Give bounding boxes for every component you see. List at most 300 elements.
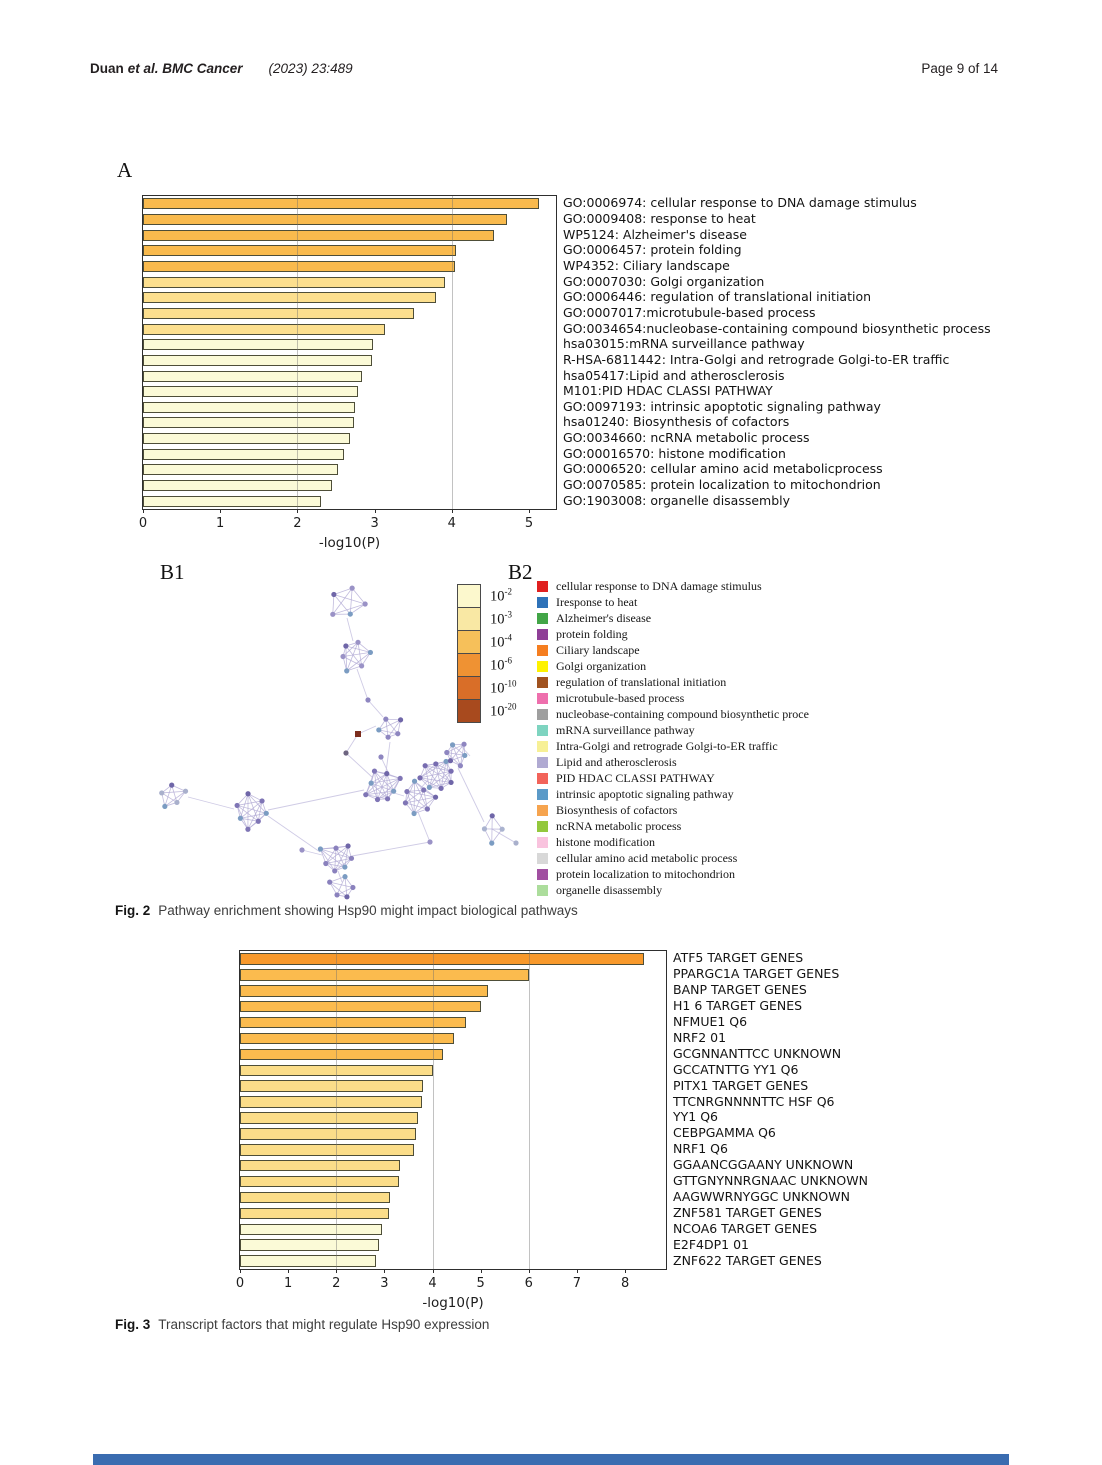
bar	[143, 386, 358, 397]
panel-a-label: A	[117, 158, 133, 182]
bar-label: TTCNRGNNNNTTC HSF Q6	[673, 1093, 835, 1109]
network-node	[355, 640, 360, 645]
network-node	[330, 612, 335, 617]
legend-swatch	[537, 837, 548, 848]
network-node	[264, 811, 269, 816]
legend-label: Golgi organization	[556, 659, 647, 673]
gridline	[336, 951, 337, 1269]
bar-label-column	[563, 195, 1023, 508]
bar	[143, 230, 494, 241]
legend-item	[537, 611, 651, 626]
legend-item	[537, 595, 637, 610]
network-node	[425, 806, 430, 811]
legend-item	[537, 579, 762, 594]
legend-swatch	[537, 709, 548, 720]
legend-label: regulation of translational initiation	[556, 675, 727, 689]
network-node	[323, 861, 328, 866]
network-edge	[326, 848, 336, 863]
network-node	[344, 894, 349, 899]
bar	[143, 496, 321, 507]
network-node	[162, 804, 167, 809]
colorbar-cell	[457, 584, 481, 608]
network-node	[372, 769, 377, 774]
axis-tick	[297, 509, 298, 513]
network-node	[421, 787, 426, 792]
network-node	[489, 841, 494, 846]
colorbar-tick-label: $10^{-2}$	[490, 586, 512, 605]
bar	[143, 355, 372, 366]
bar-label: GO:0034654:nucleobase-containing compound biosynthetic process	[563, 320, 991, 336]
bar-label: GCCATNTTG YY1 Q6	[673, 1061, 799, 1077]
bar-label: AAGWWRNYGGC UNKNOWN	[673, 1188, 850, 1204]
legend-item	[537, 803, 677, 818]
network-node	[238, 816, 243, 821]
network-node	[331, 592, 336, 597]
bar-label: GO:0007030: Golgi organization	[563, 273, 765, 289]
axis-tick	[288, 1269, 289, 1273]
axis-tick-label: 5	[524, 516, 534, 531]
legend-item	[537, 755, 677, 770]
legend-label: Iresponse to heat	[556, 595, 638, 609]
gridline	[433, 951, 434, 1269]
bar-label: R-HSA-6811442: Intra-Golgi and retrograde Golgi-to-ER traffic	[563, 351, 950, 367]
colorbar-cell	[457, 676, 481, 700]
legend-label: mRNA surveillance pathway	[556, 723, 695, 737]
bar-label: PITX1 TARGET GENES	[673, 1077, 809, 1093]
axis-tick-label: 5	[476, 1276, 485, 1291]
legend-label: Intra-Golgi and retrograde Golgi-to-ER traffic	[556, 739, 778, 753]
network-edge	[237, 805, 266, 813]
network-node	[345, 843, 350, 848]
bar	[240, 1144, 414, 1156]
bar-label: GO:0006520: cellular amino acid metabolicprocess	[563, 461, 883, 477]
bar	[240, 1112, 418, 1124]
network-node	[398, 717, 403, 722]
legend-item	[537, 739, 778, 754]
legend-label: histone modification	[556, 835, 655, 849]
network-edge	[357, 669, 368, 700]
bar-label: CEBPGAMMA Q6	[673, 1125, 776, 1141]
network-node	[299, 847, 304, 852]
bar-label: GTTGNYNNRGNAAC UNKNOWN	[673, 1173, 868, 1189]
legend-swatch	[537, 629, 548, 640]
axis-tick-label: 0	[235, 1276, 245, 1291]
bar-label: NFMUE1 Q6	[673, 1014, 748, 1030]
legend-label: nucleobase-containing compound biosynthetic proce	[556, 707, 809, 721]
legend-item	[537, 851, 737, 866]
x-axis-title: -log10(P)	[318, 535, 381, 551]
bar	[143, 449, 344, 460]
network-node	[482, 826, 487, 831]
bar-label: WP5124: Alzheimer's disease	[563, 226, 747, 242]
network-edge	[492, 829, 502, 843]
axis-tick	[384, 1269, 385, 1273]
legend-item	[537, 835, 655, 850]
network-node	[384, 771, 389, 776]
legend-label: microtubule-based process	[556, 691, 685, 705]
bar	[240, 969, 529, 981]
bar	[143, 308, 414, 319]
network-edge	[268, 790, 364, 810]
legend-swatch	[537, 757, 548, 768]
legend-label: PID HDAC CLASSI PATHWAY	[556, 771, 715, 785]
network-edge	[240, 818, 258, 821]
legend-item	[537, 867, 735, 882]
axis-tick-label: 3	[380, 1276, 389, 1291]
bar	[143, 417, 354, 428]
bar-label: GO:00016570: histone modification	[563, 445, 786, 461]
network-edge	[492, 829, 516, 843]
network-node	[183, 789, 188, 794]
bar-label: GO:0006457: protein folding	[563, 242, 742, 258]
legend-item	[537, 627, 628, 642]
bar	[143, 261, 455, 272]
legend-item	[537, 643, 640, 658]
axis-tick-label: 4	[428, 1276, 437, 1291]
legend-item	[537, 771, 715, 786]
axis-tick	[336, 1269, 337, 1273]
bar	[143, 371, 362, 382]
fig2-caption-text: Pathway enrichment showing Hsp90 might impact biological pathways	[158, 903, 578, 918]
bar-label: E2F4DP1 01	[673, 1236, 749, 1252]
axis-tick-label: 2	[293, 516, 302, 531]
network-node	[423, 763, 428, 768]
network-node	[458, 763, 463, 768]
legend-swatch	[537, 821, 548, 832]
legend-swatch	[537, 597, 548, 608]
network-node	[327, 880, 332, 885]
network-edge	[334, 594, 365, 604]
bar	[240, 1239, 379, 1251]
bar-label: GO:0006974: cellular response to DNA damage stimulus	[563, 195, 917, 211]
network-edge	[345, 877, 347, 897]
colorbar-tick-label: $10^{-6}$	[490, 655, 512, 674]
network-node	[395, 731, 400, 736]
axis-tick-label: 0	[138, 516, 148, 531]
colorbar-tick-label: $10^{-3}$	[490, 609, 512, 628]
legend-item	[537, 659, 646, 674]
network-node	[259, 798, 264, 803]
bar	[143, 292, 436, 303]
bar	[240, 1160, 400, 1172]
network-node	[174, 800, 179, 805]
network-node	[443, 759, 448, 764]
bar	[143, 198, 539, 209]
bar-label: hsa01240: Biosynthesis of cofactors	[563, 414, 790, 430]
network-node	[375, 797, 380, 802]
legend-item	[537, 707, 809, 722]
network-edge	[418, 812, 430, 842]
network-node	[385, 735, 390, 740]
network-node	[343, 750, 348, 755]
network-node	[334, 892, 339, 897]
network-edge	[458, 768, 484, 822]
network-node	[256, 819, 261, 824]
network-node	[376, 727, 381, 732]
network-node	[342, 874, 347, 879]
bar-label: ATF5 TARGET GENES	[673, 950, 804, 966]
network-edge	[333, 588, 352, 614]
bar-label: GO:1903008: organelle disassembly	[563, 492, 791, 508]
bar-label: hsa05417:Lipid and atherosclerosis	[563, 367, 785, 383]
network-node	[411, 811, 416, 816]
bar	[240, 1208, 389, 1220]
network-node	[448, 758, 453, 763]
plot-area	[235, 950, 667, 1311]
legend-label: organelle disassembly	[556, 883, 663, 897]
network-edge	[368, 700, 383, 717]
bar	[143, 324, 385, 335]
legend-item	[537, 691, 684, 706]
network-node	[427, 785, 432, 790]
axis-tick	[375, 509, 376, 513]
axis-tick	[220, 509, 221, 513]
bar	[240, 953, 644, 965]
bar-label-column	[673, 950, 1102, 1268]
axis-tick-label: 1	[216, 516, 225, 531]
network-edge	[346, 753, 372, 777]
network-node	[398, 776, 403, 781]
network-edge	[338, 871, 342, 882]
network-node	[363, 601, 368, 606]
network-node	[461, 742, 466, 747]
network-node	[245, 827, 250, 832]
network-node	[368, 650, 373, 655]
bar	[143, 480, 332, 491]
bar-label: YY1 Q6	[673, 1109, 718, 1125]
bar-label: ZNF581 TARGET GENES	[673, 1204, 822, 1220]
network-node	[385, 796, 390, 801]
network-node	[462, 753, 467, 758]
bar	[240, 1049, 443, 1061]
network-edge	[350, 604, 365, 614]
bar	[240, 1255, 376, 1267]
bar-label: GO:0070585: protein localization to mitochondrion	[563, 477, 881, 493]
legend-label: Biosynthesis of cofactors	[556, 803, 678, 817]
axis-tick-label: 1	[283, 1276, 293, 1291]
network-node	[342, 864, 347, 869]
bar-label: GO:0034660: ncRNA metabolic process	[563, 430, 810, 446]
bar-label: WP4352: Ciliary landscape	[563, 257, 730, 273]
legend-swatch	[537, 677, 548, 688]
bar-label: GCGNNANTTCC UNKNOWN	[673, 1045, 842, 1061]
legend-label: Alzheimer's disease	[556, 611, 652, 625]
axis-tick-label: 3	[370, 516, 379, 531]
network-node	[343, 643, 348, 648]
network-edge	[188, 797, 234, 809]
bar-label: NCOA6 TARGET GENES	[673, 1220, 818, 1236]
network-node	[169, 783, 174, 788]
axis-tick	[481, 1269, 482, 1273]
fig2-caption	[115, 903, 578, 918]
network-node	[333, 846, 338, 851]
legend-label: cellular amino acid metabolic process	[556, 851, 738, 865]
network-edge	[350, 588, 352, 614]
legend-swatch	[537, 693, 548, 704]
legend-swatch	[537, 869, 548, 880]
legend-item	[537, 787, 734, 802]
legend-swatch	[537, 613, 548, 624]
header-citation	[90, 61, 353, 76]
header-author: Duan	[90, 61, 124, 76]
network-edge	[352, 842, 430, 856]
bar	[240, 1176, 399, 1188]
plot-area	[138, 195, 557, 551]
bar	[240, 1224, 382, 1236]
legend-swatch	[537, 725, 548, 736]
axis-tick	[529, 509, 530, 513]
axis-tick	[240, 1269, 241, 1273]
network-edge	[347, 618, 353, 641]
fig2-caption-label: Fig. 2	[115, 903, 151, 918]
network-node	[349, 856, 354, 861]
x-axis-title: -log10(P)	[422, 1295, 484, 1311]
network-node	[417, 775, 422, 780]
legend-item	[537, 675, 726, 690]
network-node	[412, 779, 417, 784]
network-edge	[268, 816, 320, 852]
gridline	[529, 951, 530, 1269]
legend-label: Lipid and atherosclerosis	[556, 755, 677, 769]
bar	[240, 1080, 423, 1092]
network-node	[438, 786, 443, 791]
legend-label: intrinsic apoptotic signaling pathway	[556, 787, 734, 801]
network-edge	[394, 793, 404, 796]
legend-label: Ciliary landscape	[556, 643, 640, 657]
bar-label: GO:0097193: intrinsic apoptotic signaling pathway	[563, 398, 881, 414]
network-node	[433, 761, 438, 766]
network-edge	[447, 744, 464, 752]
axis-tick-label: 4	[447, 516, 456, 531]
colorbar-tick-label: $10^{-4}$	[490, 632, 512, 651]
bar-label: GO:0006446: regulation of translational initiation	[563, 289, 872, 305]
network-node	[448, 780, 453, 785]
axis-tick	[452, 509, 453, 513]
legend-label: cellular response to DNA damage stimulus	[556, 579, 762, 593]
network-node	[383, 717, 388, 722]
network-node	[350, 885, 355, 890]
legend-swatch	[537, 661, 548, 672]
network-node	[450, 742, 455, 747]
header-issue: (2023) 23:489	[268, 61, 353, 76]
axis-tick	[577, 1269, 578, 1273]
colorbar-tick-label: $10^{-10}$	[490, 678, 517, 697]
bar-label: ZNF622 TARGET GENES	[673, 1252, 822, 1268]
bar	[240, 1001, 481, 1013]
network-node	[245, 791, 250, 796]
bar	[143, 245, 456, 256]
fig3-caption-text: Transcript factors that might regulate Hsp90 expression	[158, 1317, 490, 1332]
network-node	[159, 790, 164, 795]
network-node	[403, 800, 408, 805]
fig3-caption-label: Fig. 3	[115, 1317, 151, 1332]
legend-swatch	[537, 805, 548, 816]
colorbar-cell	[457, 653, 481, 677]
network-node	[513, 840, 518, 845]
bar	[240, 1096, 422, 1108]
network-node	[378, 754, 383, 759]
axis-tick	[529, 1269, 530, 1273]
network-node	[404, 789, 409, 794]
gridline	[452, 196, 453, 509]
bar	[143, 402, 355, 413]
network-node	[350, 586, 355, 591]
bar	[143, 433, 350, 444]
axis-tick-label: 7	[572, 1276, 582, 1291]
legend-swatch	[537, 645, 548, 656]
axis-tick	[625, 1269, 626, 1273]
bar	[240, 1033, 454, 1045]
network-node	[355, 731, 361, 737]
legend-label: ncRNA metabolic process	[556, 819, 682, 833]
axis-tick-label: 2	[332, 1276, 341, 1291]
colorbar-cell	[457, 607, 481, 631]
legend-swatch	[537, 773, 548, 784]
bar-label: hsa03015:mRNA surveillance pathway	[563, 336, 805, 352]
bar	[143, 339, 373, 350]
network-node	[427, 839, 432, 844]
network-node	[344, 668, 349, 673]
legend-item	[537, 723, 695, 738]
bar-label: PPARGC1A TARGET GENES	[673, 966, 840, 982]
legend-swatch	[537, 741, 548, 752]
legend-item	[537, 883, 662, 898]
network-edge	[333, 594, 334, 614]
network-node	[235, 803, 240, 808]
network-node	[490, 813, 495, 818]
bar-label: NRF2 01	[673, 1029, 727, 1045]
network-node	[359, 663, 364, 668]
bar	[143, 277, 445, 288]
network-node	[340, 654, 345, 659]
legend-swatch	[537, 581, 548, 592]
network-edge	[386, 742, 390, 772]
legend-swatch	[537, 789, 548, 800]
legend-swatch	[537, 885, 548, 896]
gridline	[297, 196, 298, 509]
bar	[143, 464, 338, 475]
colorbar-cell	[457, 699, 481, 723]
network-node	[363, 792, 368, 797]
colorbar-cell	[457, 630, 481, 654]
panel-b2-label: B2	[508, 560, 533, 584]
axis-tick	[433, 1269, 434, 1273]
bar	[240, 1128, 416, 1140]
colorbar-tick-label: $10^{-20}$	[490, 701, 517, 720]
bar-label: NRF1 Q6	[673, 1141, 728, 1157]
axis-tick	[143, 509, 144, 513]
bar	[240, 1192, 390, 1204]
legend-swatch	[537, 853, 548, 864]
network-node	[348, 611, 353, 616]
legend-label: protein folding	[556, 627, 628, 641]
bar-label: GO:0007017:microtubule-based process	[563, 304, 816, 320]
bar-label: BANP TARGET GENES	[673, 982, 807, 998]
axis-tick-label: 6	[524, 1276, 533, 1291]
bar-label: GO:0009408: response to heat	[563, 211, 756, 227]
network-node	[448, 769, 453, 774]
network-node	[500, 827, 505, 832]
header-journal: et al. BMC Cancer	[127, 61, 243, 76]
network-node	[391, 789, 396, 794]
network-node	[332, 868, 337, 873]
legend-label: protein localization to mitochondrion	[556, 867, 735, 881]
axis-tick-label: 8	[620, 1276, 630, 1291]
network-node	[444, 750, 449, 755]
network-node	[365, 697, 370, 702]
panel-b1-label: B1	[160, 560, 185, 584]
network-node	[318, 846, 323, 851]
